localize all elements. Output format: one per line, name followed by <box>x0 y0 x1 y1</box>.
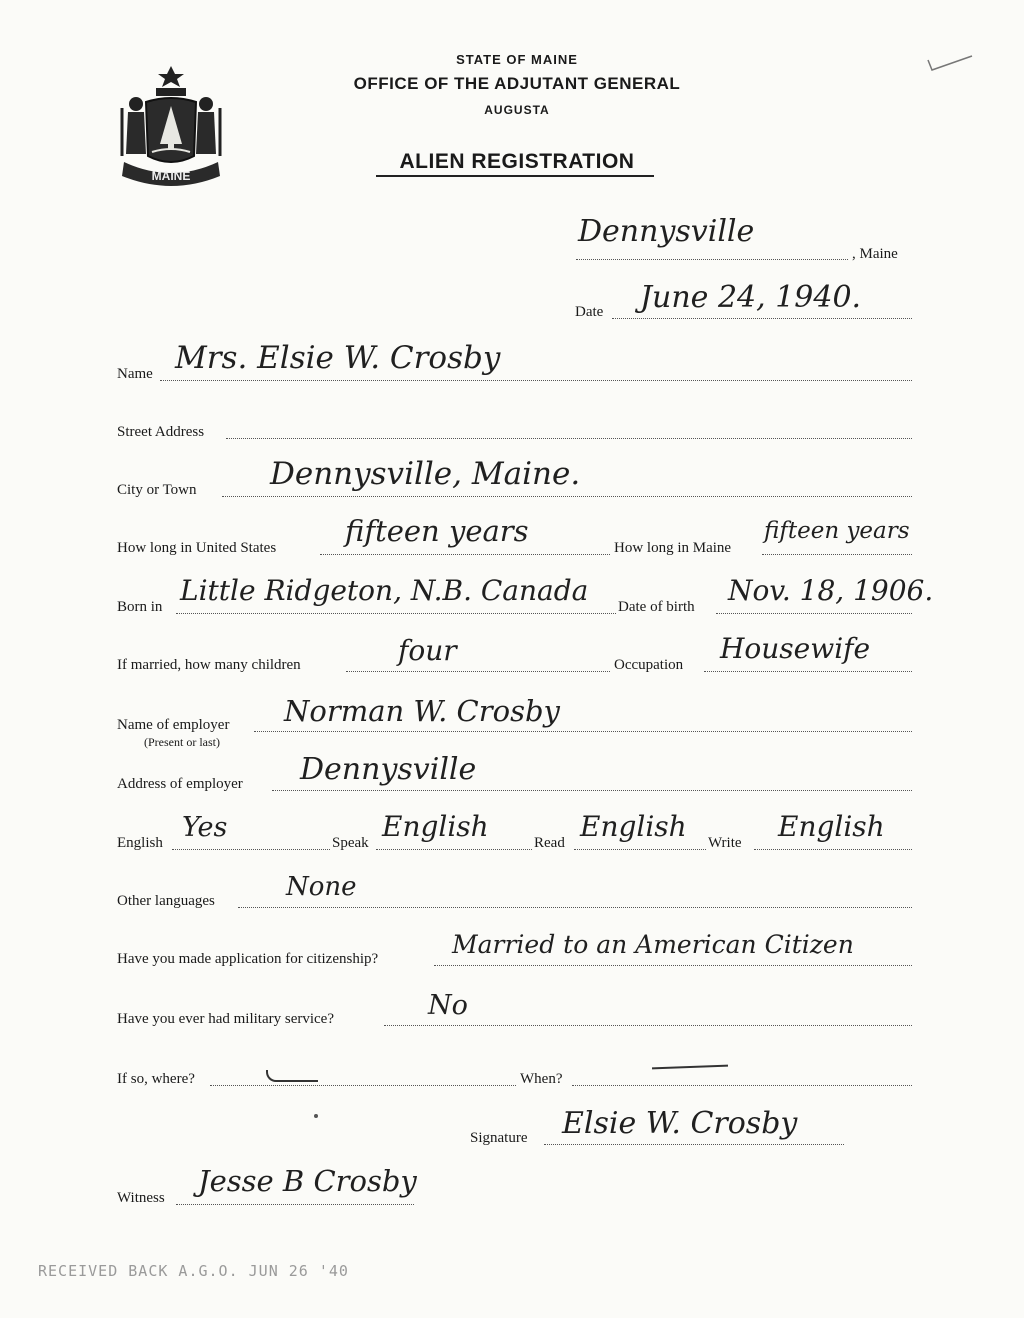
how-long-maine-value: fifteen years <box>764 518 910 544</box>
form-title: ALIEN REGISTRATION <box>399 150 635 173</box>
dob-line <box>716 613 912 614</box>
dob-value: Nov. 18, 1906. <box>728 574 934 607</box>
town-value: Dennysville <box>578 214 755 249</box>
other-languages-label: Other languages <box>117 893 215 909</box>
ink-dot <box>314 1114 318 1118</box>
state-suffix-label: , Maine <box>852 246 898 262</box>
children-value: four <box>398 634 457 667</box>
military-line <box>384 1025 912 1026</box>
street-label: Street Address <box>117 424 205 440</box>
born-in-line <box>176 613 616 614</box>
english-label: English <box>117 835 163 851</box>
when-label: When? <box>520 1071 563 1087</box>
occupation-value: Housewife <box>720 632 871 665</box>
when-dash <box>652 1065 728 1070</box>
children-label: If married, how many children <box>117 657 301 673</box>
name-label: Name <box>117 366 153 382</box>
street-line <box>226 438 912 439</box>
write-line <box>754 849 912 850</box>
witness-line <box>176 1204 414 1205</box>
signature-label: Signature <box>470 1130 528 1146</box>
how-long-us-value: fifteen years <box>345 514 529 548</box>
speak-value: English <box>382 810 489 843</box>
employer-line <box>254 731 912 732</box>
write-label: Write <box>708 835 742 851</box>
children-line <box>346 671 610 672</box>
citizenship-line <box>434 965 912 966</box>
born-in-label: Born in <box>117 599 163 615</box>
employer-address-label: Address of employer <box>117 776 243 792</box>
city-value: Dennysville, Maine. <box>270 456 581 492</box>
employer-address-line <box>272 790 912 791</box>
received-stamp: RECEIVED BACK A.G.O. JUN 26 '40 <box>38 1262 349 1280</box>
seal-motto: MAINE <box>151 169 191 183</box>
how-long-us-label: How long in United States <box>117 540 277 556</box>
english-line <box>172 849 330 850</box>
occupation-label: Occupation <box>614 657 684 673</box>
date-line <box>612 318 912 319</box>
how-long-us-line <box>320 554 610 555</box>
where-dash <box>266 1070 318 1082</box>
state-heading: STATE OF MAINE <box>456 52 578 67</box>
military-value: No <box>428 990 468 1021</box>
city-label: City or Town <box>117 482 197 498</box>
how-long-maine-line <box>762 554 912 555</box>
read-line <box>574 849 706 850</box>
date-label: Date <box>575 304 604 320</box>
signature-line <box>544 1144 844 1145</box>
signature-value: Elsie W. Crosby <box>562 1106 798 1141</box>
dob-label: Date of birth <box>618 599 695 615</box>
citizenship-label: Have you made application for citizenship? <box>117 951 379 967</box>
born-in-value: Little Ridgeton, N.B. Canada <box>180 574 589 607</box>
other-languages-line <box>238 907 912 908</box>
write-value: English <box>778 810 885 843</box>
other-languages-value: None <box>286 872 357 902</box>
employer-label: Name of employer <box>117 717 230 733</box>
speak-label: Speak <box>332 835 369 851</box>
date-value: June 24, 1940. <box>640 280 862 315</box>
employer-value: Norman W. Crosby <box>284 694 560 728</box>
employer-address-value: Dennysville <box>300 752 477 787</box>
employer-note: (Present or last) <box>144 735 220 749</box>
where-label: If so, where? <box>117 1071 195 1087</box>
how-long-maine-label: How long in Maine <box>614 540 732 556</box>
speak-line <box>376 849 532 850</box>
military-label: Have you ever had military service? <box>117 1011 334 1027</box>
where-line <box>210 1085 516 1086</box>
english-value: Yes <box>182 812 228 843</box>
city-heading: AUGUSTA <box>484 103 550 117</box>
read-label: Read <box>534 835 565 851</box>
occupation-line <box>704 671 912 672</box>
office-heading: OFFICE OF THE ADJUTANT GENERAL <box>353 74 681 93</box>
state-seal-icon <box>116 64 226 190</box>
read-value: English <box>580 810 687 843</box>
name-value: Mrs. Elsie W. Crosby <box>175 340 501 376</box>
city-line <box>222 496 912 497</box>
when-line <box>572 1085 912 1086</box>
witness-value: Jesse B Crosby <box>198 1164 417 1198</box>
witness-label: Witness <box>117 1190 165 1206</box>
title-underline <box>376 175 654 177</box>
check-mark-icon <box>926 52 976 74</box>
citizenship-value: Married to an American Citizen <box>452 930 854 959</box>
name-line <box>160 380 912 381</box>
town-line <box>576 259 848 260</box>
